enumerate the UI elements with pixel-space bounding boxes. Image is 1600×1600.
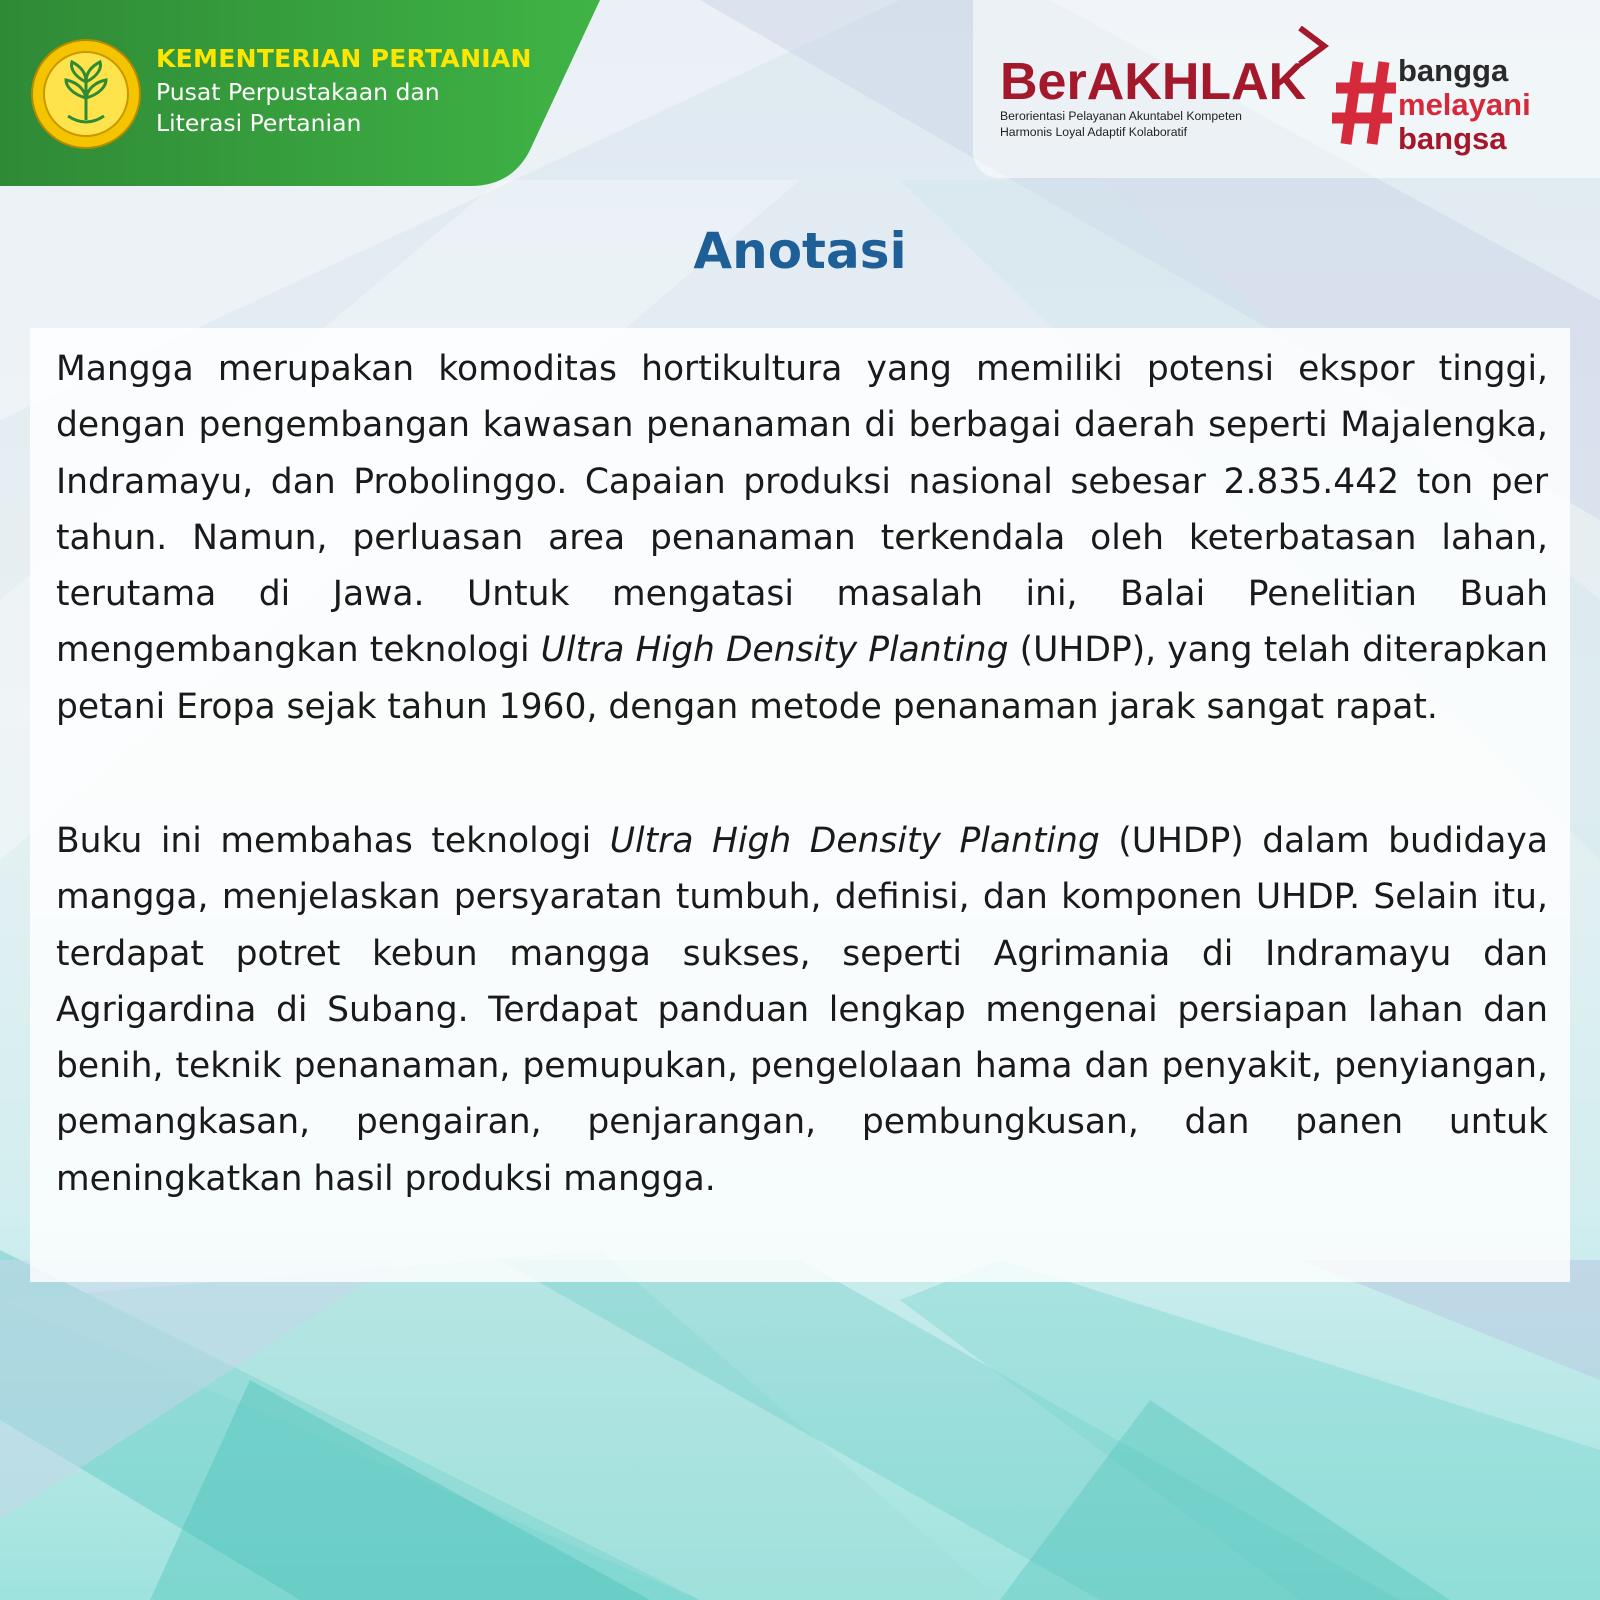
paragraph-2-italic: Ultra High Density Planting: [609, 821, 1100, 861]
berakhlak-tagline-1: Berorientasi Pelayanan Akuntabel Kompeten: [1000, 109, 1242, 123]
paragraph-2-text-b: (UHDP) dalam budidaya mangga, menjelaskan persyaratan tumbuh, definisi, dan komponen UHDP. Selain itu, terdapat potret kebun mangga sukses, seperti Agrimania di Indramayu dan Agrigardina di Subang. Terdapat panduan lengkap mengenai persiapan lahan dan benih, teknik penanaman, pemupukan, pengelolaan hama dan penyakit, penyiangan, pemangkasan, pengairan, penjarangan, pembungkusan, dan panen untuk meningkatkan hasil produksi mangga.: [56, 821, 1548, 1199]
unit-line-1: Pusat Perpustakaan dan: [156, 78, 440, 106]
paragraph-2-text-a: Buku ini membahas teknologi: [56, 821, 610, 861]
hashtag-line-2: melayani: [1398, 87, 1531, 122]
berakhlak-tagline-2: Harmonis Loyal Adaptif Kolaboratif: [1000, 125, 1187, 139]
paragraph-2: [56, 813, 1548, 1207]
hashtag-line-1: bangga: [1398, 53, 1509, 88]
page-title: Anotasi: [693, 222, 907, 280]
chevron-right-icon: [1296, 26, 1330, 70]
paragraph-1-text-b: (UHDP), yang telah diterapkan petani Eropa sejak tahun 1960, dengan metode penanaman jarak sangat rapat.: [56, 630, 1548, 727]
bangga-melayani-bangsa: [1398, 54, 1531, 156]
hashtag-icon: [1332, 60, 1398, 150]
paragraph-1-italic: Ultra High Density Planting: [540, 630, 1009, 671]
paragraph-1: [56, 341, 1548, 735]
ministry-name: KEMENTERIAN PERTANIAN: [156, 44, 532, 73]
berakhlak-logo: [1000, 53, 1307, 140]
unit-line-2: Literasi Pertanian: [156, 109, 362, 137]
hashtag-line-3: bangsa: [1398, 121, 1507, 156]
kementan-emblem-icon: [30, 38, 142, 150]
ministry-block: [156, 44, 532, 139]
paragraph-1-text-a: Mangga merupakan komoditas hortikultura yang memiliki potensi ekspor tinggi, dengan pengembangan kawasan penanaman di berbagai daerah seperti Majalengka, Indramayu, dan Probolinggo. Capaian produksi nasional sebesar 2.835.442 ton per tahun. Namun, perluasan area penanaman terkendala oleh keterbatasan lahan, terutama di Jawa. Untuk mengatasi masalah ini, Balai Penelitian Buah mengembangkan teknologi: [56, 349, 1548, 671]
berakhlak-wordmark: BerAKHLAK: [1000, 53, 1307, 111]
